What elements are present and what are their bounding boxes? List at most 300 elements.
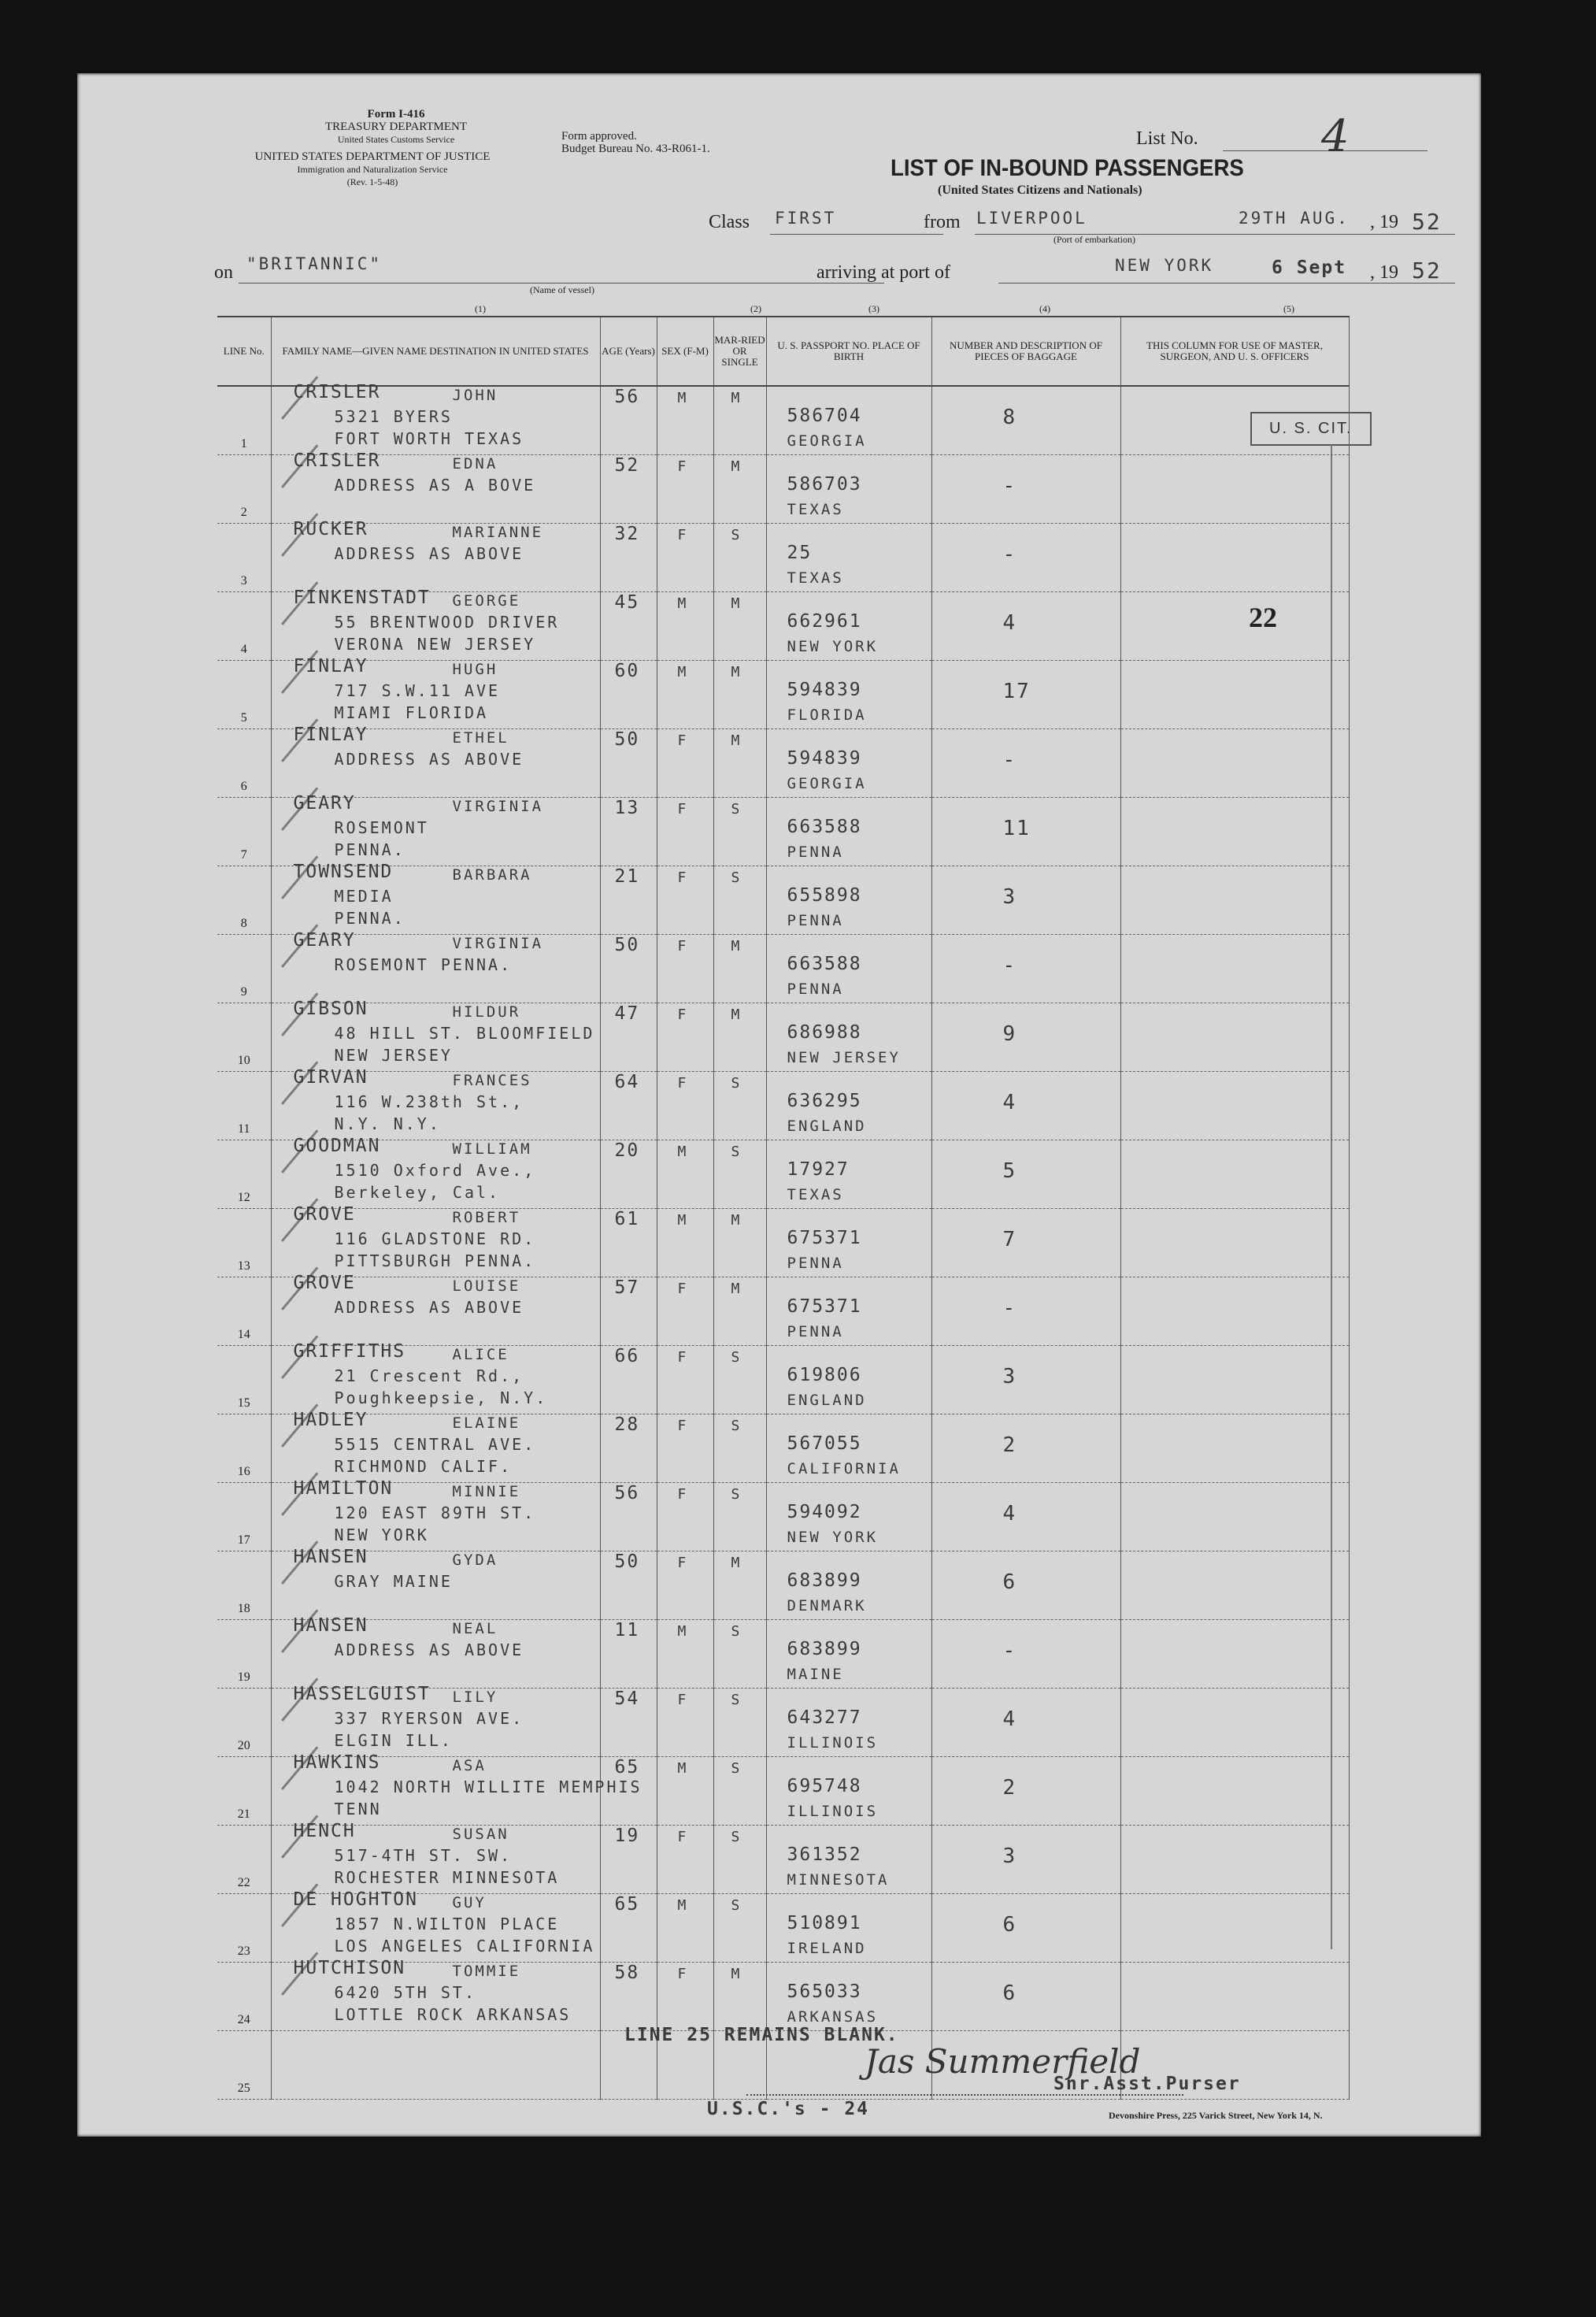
family-name: HUTCHISON xyxy=(293,1958,406,1978)
marital-cell xyxy=(713,524,766,592)
passport-number: 594839 xyxy=(787,748,862,769)
age-cell xyxy=(600,935,657,1003)
marital-cell xyxy=(713,866,766,935)
col-header-sex: SEX (F-M) xyxy=(657,317,713,386)
marital-status: S xyxy=(731,1144,742,1160)
col-header-officers: THIS COLUMN FOR USE OF MASTER, SURGEON, AND U. S. OFFICERS xyxy=(1120,317,1349,386)
baggage-cell xyxy=(931,524,1120,592)
officer-cell xyxy=(1120,1620,1349,1689)
destination-line-1: 5515 CENTRAL AVE. xyxy=(334,1435,536,1454)
place-of-birth: ARKANSAS xyxy=(787,2008,879,2026)
age: 57 xyxy=(614,1277,640,1298)
table-row xyxy=(217,592,1349,661)
officer-cell xyxy=(1120,729,1349,798)
family-name: FINKENSTADT xyxy=(293,588,431,608)
line-number: 8 xyxy=(240,917,247,930)
age: 60 xyxy=(614,661,640,681)
line-number-cell xyxy=(217,1551,271,1620)
table-row xyxy=(217,1551,1349,1620)
name-cell xyxy=(271,1889,600,1963)
destination-line-1: ADDRESS AS A BOVE xyxy=(334,476,536,495)
destination-line-1: 517-4TH ST. SW. xyxy=(334,1846,513,1865)
destination-line-2: ROCHESTER MINNESOTA xyxy=(334,1868,560,1887)
given-name: GEORGE xyxy=(452,592,521,610)
destination-line-2: PENNA. xyxy=(334,840,405,859)
age-cell xyxy=(600,386,657,455)
age-cell xyxy=(600,1209,657,1277)
age: 28 xyxy=(614,1414,640,1435)
destination-line-1: ADDRESS AS ABOVE xyxy=(334,544,524,563)
baggage-cell xyxy=(931,1689,1120,1757)
officer-cell xyxy=(1120,455,1349,524)
passport-cell xyxy=(766,1414,931,1483)
line-number: 11 xyxy=(238,1122,250,1136)
sex: F xyxy=(677,527,689,543)
line-number-cell xyxy=(217,1003,271,1072)
destination-line-2: TENN xyxy=(334,1800,382,1818)
marital-status: S xyxy=(731,1760,742,1777)
line-number-cell xyxy=(217,592,271,661)
baggage-count: 8 xyxy=(1002,406,1017,429)
age-cell xyxy=(600,1757,657,1826)
list-no-value: 4 xyxy=(1321,111,1350,162)
baggage-cell xyxy=(931,455,1120,524)
name-cell xyxy=(271,725,600,798)
table-row xyxy=(217,524,1349,592)
baggage-count: 3 xyxy=(1002,1365,1017,1388)
line-number-cell xyxy=(217,2031,271,2100)
officer-cell xyxy=(1120,1757,1349,1826)
name-cell xyxy=(271,999,600,1072)
justice-department: UNITED STATES DEPARTMENT OF JUSTICE xyxy=(254,150,491,163)
on-label: on xyxy=(214,262,233,283)
destination-line-2: PENNA. xyxy=(334,909,405,928)
arrival-date: 6 Sept xyxy=(1272,258,1347,278)
name-cell xyxy=(271,1410,600,1483)
col-header-baggage: NUMBER AND DESCRIPTION OF PIECES OF BAGGAGE xyxy=(931,317,1120,386)
passport-number: 636295 xyxy=(787,1091,862,1111)
passport-number: 567055 xyxy=(787,1433,862,1454)
baggage-count: 6 xyxy=(1002,1570,1017,1594)
printer-credit: Devonshire Press, 225 Varick Street, New York 14, N. xyxy=(1109,2110,1323,2121)
line-number: 9 xyxy=(240,985,247,999)
given-name: BARBARA xyxy=(452,866,532,884)
passport-number: 510891 xyxy=(787,1913,862,1933)
class-value: FIRST xyxy=(775,209,837,228)
passport-cell xyxy=(766,1277,931,1346)
passport-cell xyxy=(766,866,931,935)
officer-cell xyxy=(1120,386,1349,455)
baggage-cell xyxy=(931,1757,1120,1826)
sex-cell xyxy=(657,1483,713,1551)
line-number-cell xyxy=(217,1414,271,1483)
sex-cell xyxy=(657,592,713,661)
age-cell xyxy=(600,1894,657,1963)
marital-status: M xyxy=(731,1555,742,1571)
passport-cell xyxy=(766,524,931,592)
line-number-cell xyxy=(217,1894,271,1963)
passport-cell xyxy=(766,1140,931,1209)
baggage-count: 2 xyxy=(1002,1433,1017,1457)
baggage-count: 3 xyxy=(1002,1844,1017,1868)
baggage-cell xyxy=(931,592,1120,661)
baggage-cell xyxy=(931,1277,1120,1346)
age-cell xyxy=(600,866,657,935)
destination-line-1: MEDIA xyxy=(334,887,394,906)
age: 20 xyxy=(614,1140,640,1161)
sex: F xyxy=(677,1418,689,1434)
given-name: LILY xyxy=(452,1689,498,1706)
sex: M xyxy=(677,1760,689,1777)
line-number-cell xyxy=(217,1140,271,1209)
line-number: 19 xyxy=(237,1670,250,1684)
marital-cell xyxy=(713,1963,766,2031)
passport-cell xyxy=(766,1483,931,1551)
vessel-note: (Name of vessel) xyxy=(530,284,594,295)
name-cell xyxy=(271,382,600,455)
destination-line-1: ADDRESS AS ABOVE xyxy=(334,1298,524,1317)
age: 21 xyxy=(614,866,640,887)
sex-cell xyxy=(657,1414,713,1483)
baggage-cell xyxy=(931,729,1120,798)
age-cell xyxy=(600,1414,657,1483)
line-number: 21 xyxy=(237,1807,250,1821)
marital-cell xyxy=(713,798,766,866)
officer-cell xyxy=(1120,1277,1349,1346)
line-number: 15 xyxy=(237,1396,250,1410)
destination-line-1: 1042 NORTH WILLITE MEMPHIS xyxy=(334,1778,642,1796)
sex-cell xyxy=(657,1209,713,1277)
age: 50 xyxy=(614,1551,640,1572)
place-of-birth: PENNA xyxy=(787,1255,844,1272)
manifest-grid xyxy=(217,316,1350,2100)
place-of-birth: NEW YORK xyxy=(787,1529,879,1546)
table-row xyxy=(217,729,1349,798)
passport-cell xyxy=(766,1346,931,1414)
line-number: 16 xyxy=(237,1465,250,1478)
sex: M xyxy=(677,390,689,406)
baggage-count: 4 xyxy=(1002,1707,1017,1731)
destination-line-1: 717 S.W.11 AVE xyxy=(334,681,501,700)
baggage-cell xyxy=(931,866,1120,935)
officer-cell xyxy=(1120,935,1349,1003)
family-name: GRIFFITHS xyxy=(293,1341,406,1362)
baggage-count: 11 xyxy=(1002,817,1031,840)
col-num-4: (4) xyxy=(1039,303,1050,314)
age-cell xyxy=(600,1826,657,1894)
name-cell xyxy=(271,1273,600,1346)
baggage-cell xyxy=(931,1209,1120,1277)
age-cell xyxy=(600,524,657,592)
marital-cell xyxy=(713,1414,766,1483)
baggage-cell xyxy=(931,1826,1120,1894)
table-row xyxy=(217,661,1349,729)
destination-line-2: Poughkeepsie, N.Y. xyxy=(334,1388,548,1407)
officer-cell xyxy=(1120,1140,1349,1209)
age-cell xyxy=(600,798,657,866)
passport-cell xyxy=(766,1689,931,1757)
sex-cell xyxy=(657,1826,713,1894)
age-cell xyxy=(600,1346,657,1414)
officer-cell xyxy=(1120,866,1349,935)
line-number-cell xyxy=(217,1277,271,1346)
passport-number: 683899 xyxy=(787,1570,862,1591)
passport-number: 675371 xyxy=(787,1228,862,1248)
col-num-3: (3) xyxy=(868,303,879,314)
marital-status: S xyxy=(731,1829,742,1845)
baggage-cell xyxy=(931,935,1120,1003)
officer-cell xyxy=(1120,1209,1349,1277)
baggage-cell xyxy=(931,1072,1120,1140)
passport-cell xyxy=(766,386,931,455)
family-name: RUCKER xyxy=(293,519,368,539)
family-name: GEARY xyxy=(293,793,356,814)
table-row xyxy=(217,1414,1349,1483)
family-name: GIRVAN xyxy=(293,1067,368,1088)
name-cell xyxy=(271,1547,600,1620)
passport-cell xyxy=(766,1826,931,1894)
passport-number: 594092 xyxy=(787,1502,862,1522)
family-name: GEARY xyxy=(293,930,356,951)
given-name: HUGH xyxy=(452,661,498,678)
given-name: MINNIE xyxy=(452,1483,521,1500)
officer-cell xyxy=(1120,1346,1349,1414)
line-number-cell xyxy=(217,729,271,798)
place-of-birth: TEXAS xyxy=(787,501,844,518)
table-row xyxy=(217,1277,1349,1346)
age-cell xyxy=(600,1277,657,1346)
marital-status: M xyxy=(731,1007,742,1023)
destination-line-1: 120 EAST 89TH ST. xyxy=(334,1503,536,1522)
marital-cell xyxy=(713,1551,766,1620)
table-row xyxy=(217,1894,1349,1963)
baggage-count: 5 xyxy=(1002,1159,1017,1183)
sex: M xyxy=(677,1212,689,1229)
table-row xyxy=(217,798,1349,866)
marital-status: S xyxy=(731,1692,742,1708)
destination-line-1: 21 Crescent Rd., xyxy=(334,1366,524,1385)
line-number: 2 xyxy=(240,506,247,519)
passport-cell xyxy=(766,1757,931,1826)
officer-cell xyxy=(1120,1072,1349,1140)
table-row xyxy=(217,1346,1349,1414)
age-cell xyxy=(600,592,657,661)
sex-cell xyxy=(657,1551,713,1620)
age: 66 xyxy=(614,1346,640,1366)
sex-cell xyxy=(657,1003,713,1072)
arrival-year: 52 xyxy=(1412,258,1442,284)
marital-cell xyxy=(713,729,766,798)
officer-cell xyxy=(1120,1689,1349,1757)
place-of-birth: ILLINOIS xyxy=(787,1803,879,1820)
line-number-cell xyxy=(217,661,271,729)
purser-signature: Jas Summerfield xyxy=(865,2042,1141,2081)
line-number: 18 xyxy=(237,1602,250,1615)
place-of-birth: NEW JERSEY xyxy=(787,1049,901,1066)
destination-line-1: 48 HILL ST. BLOOMFIELD xyxy=(334,1024,595,1043)
family-name: HANSEN xyxy=(293,1615,368,1636)
destination-line-1: GRAY MAINE xyxy=(334,1572,453,1591)
age: 47 xyxy=(614,1003,640,1024)
embark-year: 52 xyxy=(1412,209,1442,235)
passport-cell xyxy=(766,1894,931,1963)
marital-cell xyxy=(713,386,766,455)
marital-status: M xyxy=(731,1281,742,1297)
name-cell xyxy=(271,1684,600,1757)
sex: F xyxy=(677,1555,689,1571)
passport-number: 361352 xyxy=(787,1844,862,1865)
place-of-birth: DENMARK xyxy=(787,1597,867,1614)
table-row xyxy=(217,1620,1349,1689)
name-cell xyxy=(271,1067,600,1140)
age: 61 xyxy=(614,1209,640,1229)
age-cell xyxy=(600,729,657,798)
baggage-cell xyxy=(931,798,1120,866)
passport-cell xyxy=(766,1003,931,1072)
page-subtitle: (United States Citizens and Nationals) xyxy=(938,184,1142,197)
marital-status: S xyxy=(731,869,742,886)
passport-cell xyxy=(766,661,931,729)
officer-cell xyxy=(1120,592,1349,661)
purser-title: Snr.Asst.Purser xyxy=(1054,2074,1241,2094)
baggage-count: 9 xyxy=(1002,1022,1017,1046)
table-row xyxy=(217,1826,1349,1894)
given-name: EDNA xyxy=(452,455,498,473)
passport-cell xyxy=(766,1072,931,1140)
baggage-cell xyxy=(931,1551,1120,1620)
destination-line-2: RICHMOND CALIF. xyxy=(334,1457,513,1476)
baggage-count: 4 xyxy=(1002,1091,1017,1114)
name-cell xyxy=(271,930,600,1003)
age: 54 xyxy=(614,1689,640,1709)
col-num-5: (5) xyxy=(1283,303,1294,314)
name-cell xyxy=(271,519,600,592)
age: 58 xyxy=(614,1963,640,1983)
given-name: VIRGINIA xyxy=(452,798,544,815)
marital-status: S xyxy=(731,1897,742,1914)
destination-line-2: LOS ANGELES CALIFORNIA xyxy=(334,1937,595,1956)
marital-cell xyxy=(713,935,766,1003)
marital-status: M xyxy=(731,938,742,955)
destination-line-1: 6420 5TH ST. xyxy=(334,1983,476,2002)
officer-cell xyxy=(1120,798,1349,866)
passport-number: 619806 xyxy=(787,1365,862,1385)
passport-number: 695748 xyxy=(787,1776,862,1796)
age-cell xyxy=(600,1689,657,1757)
place-of-birth: ILLINOIS xyxy=(787,1734,879,1752)
table-row xyxy=(217,1003,1349,1072)
family-name: HENCH xyxy=(293,1821,356,1841)
sex: F xyxy=(677,1692,689,1708)
passport-number: 686988 xyxy=(787,1022,862,1043)
marital-status: M xyxy=(731,390,742,406)
marital-status: S xyxy=(731,801,742,817)
officer-cell xyxy=(1120,1551,1349,1620)
line-number: 17 xyxy=(237,1533,250,1547)
given-name: LOUISE xyxy=(452,1277,521,1295)
table-row xyxy=(217,386,1349,455)
passport-number: 655898 xyxy=(787,885,862,906)
form-approved: Form approved. xyxy=(561,130,637,143)
destination-line-1: ROSEMONT PENNA. xyxy=(334,955,513,974)
given-name: WILLIAM xyxy=(452,1140,532,1158)
baggage-cell xyxy=(931,1003,1120,1072)
sex: F xyxy=(677,1281,689,1297)
blank-line-note: LINE 25 REMAINS BLANK. xyxy=(624,2025,899,2045)
age: 64 xyxy=(614,1072,640,1092)
page-title: LIST OF IN-BOUND PASSENGERS xyxy=(891,155,1244,181)
baggage-count: - xyxy=(1002,748,1017,772)
line-number: 5 xyxy=(240,711,247,725)
sex-cell xyxy=(657,1963,713,2031)
justice-block xyxy=(215,150,530,188)
age: 65 xyxy=(614,1894,640,1915)
line-number: 22 xyxy=(237,1876,250,1889)
marital-cell xyxy=(713,661,766,729)
place-of-birth: CALIFORNIA xyxy=(787,1460,901,1477)
sex-cell xyxy=(657,386,713,455)
destination-line-2: FORT WORTH TEXAS xyxy=(334,429,524,448)
embark-year-prefix: , 19 xyxy=(1370,212,1398,232)
name-cell xyxy=(271,1821,600,1894)
given-name: FRANCES xyxy=(452,1072,532,1089)
sex-cell xyxy=(657,729,713,798)
passport-cell xyxy=(766,798,931,866)
table-row xyxy=(217,1072,1349,1140)
treasury-department: TREASURY DEPARTMENT xyxy=(324,120,468,133)
family-name: GROVE xyxy=(293,1204,356,1225)
officer-cell xyxy=(1120,1003,1349,1072)
table-row xyxy=(217,1140,1349,1209)
passport-number: 25 xyxy=(787,543,813,563)
passport-cell xyxy=(766,1963,931,2031)
sex-cell xyxy=(657,1277,713,1346)
marital-status: S xyxy=(731,1075,742,1092)
family-name: TOWNSEND xyxy=(293,862,394,882)
sex: F xyxy=(677,938,689,955)
line-number: 4 xyxy=(240,643,247,656)
given-name: TOMMIE xyxy=(452,1963,521,1980)
line-number: 13 xyxy=(237,1259,250,1273)
baggage-cell xyxy=(931,386,1120,455)
age: 50 xyxy=(614,729,640,750)
name-cell xyxy=(271,1204,600,1277)
sex-cell xyxy=(657,1757,713,1826)
age-cell xyxy=(600,1140,657,1209)
family-name: GOODMAN xyxy=(293,1136,381,1156)
passport-cell xyxy=(766,1620,931,1689)
line-number-cell xyxy=(217,455,271,524)
place-of-birth: PENNA xyxy=(787,1323,844,1340)
family-name: GIBSON xyxy=(293,999,368,1019)
line-number-cell xyxy=(217,1689,271,1757)
destination-line-1: 116 GLADSTONE RD. xyxy=(334,1229,536,1248)
marital-cell xyxy=(713,1003,766,1072)
place-of-birth: TEXAS xyxy=(787,1186,844,1203)
sex: F xyxy=(677,1966,689,1982)
sex: F xyxy=(677,801,689,817)
passport-cell xyxy=(766,935,931,1003)
baggage-cell xyxy=(931,1963,1120,2031)
us-citizen-stamp: U. S. CIT. xyxy=(1250,412,1372,446)
table-row xyxy=(217,1209,1349,1277)
given-name: JOHN xyxy=(452,387,498,404)
age: 45 xyxy=(614,592,640,613)
sex-cell xyxy=(657,1072,713,1140)
marital-status: M xyxy=(731,595,742,612)
place-of-birth: IRELAND xyxy=(787,1940,867,1957)
family-name: HADLEY xyxy=(293,1410,368,1430)
